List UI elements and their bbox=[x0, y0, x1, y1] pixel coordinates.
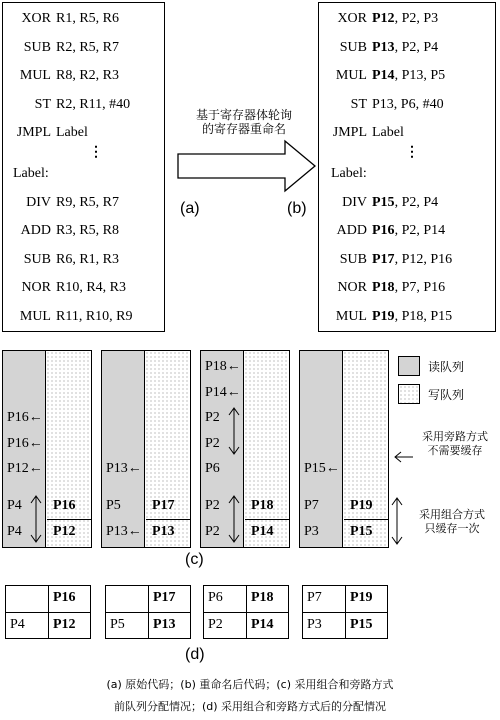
write-entry: P14 bbox=[251, 617, 274, 632]
queue-c-2 bbox=[101, 350, 191, 548]
combine-arrow-icon bbox=[30, 494, 42, 544]
read-entry: P2 bbox=[205, 498, 220, 513]
queue-d-3 bbox=[203, 585, 289, 639]
note-combine bbox=[404, 508, 500, 536]
queue-d-4 bbox=[302, 585, 388, 639]
arrow-label bbox=[170, 108, 318, 136]
rename-arrow-icon bbox=[175, 138, 320, 194]
write-queue bbox=[45, 351, 91, 547]
write-entry: P12 bbox=[53, 524, 76, 539]
read-entry: P3 bbox=[304, 524, 319, 539]
write-entry: P18 bbox=[251, 590, 274, 605]
label-c: (c) bbox=[185, 551, 204, 568]
write-entry: P18 bbox=[251, 498, 274, 513]
write-entry: P15 bbox=[350, 617, 373, 632]
note-combine-line-1: 采用组合方式 bbox=[419, 508, 485, 521]
combine-arrow-icon bbox=[228, 406, 240, 456]
read-entry: P6 bbox=[208, 590, 223, 605]
read-entry: P18← bbox=[205, 359, 241, 374]
write-entry: P13 bbox=[152, 524, 175, 539]
read-entry: P12← bbox=[7, 461, 43, 476]
arrow-label-line-2: 的寄存器重命名 bbox=[201, 122, 286, 136]
label-a: (a) bbox=[180, 200, 200, 217]
read-entry: P14← bbox=[205, 385, 241, 400]
read-entry: P16← bbox=[7, 410, 43, 425]
legend-write-swatch bbox=[398, 384, 420, 404]
label-line: Label: bbox=[13, 166, 49, 181]
read-queue bbox=[102, 351, 146, 547]
read-entry: P4 bbox=[7, 524, 22, 539]
write-entry: P12 bbox=[53, 617, 76, 632]
write-entry: P19 bbox=[350, 498, 373, 513]
read-entry: P5 bbox=[110, 617, 125, 632]
read-entry: P7 bbox=[307, 590, 322, 605]
combine-arrow-icon bbox=[228, 494, 240, 544]
queue-d-1 bbox=[5, 585, 91, 639]
arrow-label-line-1: 基于寄存器体轮询 bbox=[195, 108, 292, 122]
divider bbox=[106, 612, 190, 613]
write-entry: P17 bbox=[153, 590, 176, 605]
note-bypass bbox=[410, 430, 500, 458]
read-entry: P5 bbox=[106, 498, 121, 513]
read-entry: P6 bbox=[205, 461, 220, 476]
read-entry: P2 bbox=[205, 410, 220, 425]
read-entry: P16← bbox=[7, 436, 43, 451]
divider bbox=[245, 519, 289, 520]
divider bbox=[6, 612, 90, 613]
write-entry: P15 bbox=[350, 524, 373, 539]
read-entry: P2 bbox=[208, 617, 223, 632]
divider bbox=[303, 612, 387, 613]
write-entry: P14 bbox=[251, 524, 274, 539]
write-entry: P17 bbox=[152, 498, 175, 513]
read-entry: P4 bbox=[10, 617, 25, 632]
divider bbox=[146, 519, 190, 520]
write-queue bbox=[342, 351, 388, 547]
legend-read-swatch bbox=[398, 356, 420, 376]
note-combine-line-2: 只缓存一次 bbox=[424, 522, 480, 535]
legend-write-label: 写队列 bbox=[428, 388, 465, 402]
read-entry: P13← bbox=[106, 461, 142, 476]
note-bypass-line-2: 不需要缓存 bbox=[427, 444, 483, 457]
write-entry: P16 bbox=[53, 590, 76, 605]
queue-c-1 bbox=[2, 350, 92, 548]
read-entry: P2 bbox=[205, 524, 220, 539]
read-entry: P3 bbox=[307, 617, 322, 632]
divider bbox=[47, 519, 91, 520]
read-entry: P4 bbox=[7, 498, 22, 513]
write-entry: P19 bbox=[350, 590, 373, 605]
ellipsis: ⋮ bbox=[405, 145, 419, 160]
ellipsis: ⋮ bbox=[89, 145, 103, 160]
caption-line-2: 前队列分配情况；(d) 采用组合和旁路方式后的分配情况 bbox=[113, 700, 387, 713]
divider bbox=[204, 612, 288, 613]
write-queue bbox=[144, 351, 190, 547]
read-entry: P2 bbox=[205, 436, 220, 451]
original-code-box: XOR R1, R5, R6 SUB R2, R5, R7 MUL R8, R2, R3 ST R2, R11, #40 JMPL Label ⋮ Label: DIV R9, R5, R7 ADD R3, R5, R8 SUB R6, R1, R3 NOR R10, R4, R3 MUL R11, R10, R9 bbox=[2, 2, 165, 332]
queue-c-3 bbox=[200, 350, 290, 548]
combine-arrow-icon bbox=[391, 496, 403, 546]
renamed-code-box: XOR P12, P2, P3 SUB P13, P2, P4 MUL P14, P13, P5 ST P13, P6, #40 JMPL Label ⋮ Label: DIV P15, P2, P4 ADD P16, P2, P14 SUB P17, P12, P16 NOR P18, P7, P16 MUL P19, P18, P15 bbox=[318, 2, 496, 332]
legend-read-label: 读队列 bbox=[428, 360, 465, 374]
label-b: (b) bbox=[287, 200, 307, 217]
caption-line-1: (a) 原始代码；(b) 重命名后代码；(c) 采用组合和旁路方式 bbox=[106, 678, 394, 691]
label-line: Label: bbox=[331, 166, 367, 181]
queue-d-2 bbox=[105, 585, 191, 639]
read-entry: P7 bbox=[304, 498, 319, 513]
note-bypass-line-1: 采用旁路方式 bbox=[422, 430, 488, 443]
write-queue bbox=[243, 351, 289, 547]
label-d: (d) bbox=[185, 646, 205, 663]
write-entry: P13 bbox=[153, 617, 176, 632]
read-entry: P13← bbox=[106, 524, 142, 539]
read-queue bbox=[300, 351, 344, 547]
read-entry: P15← bbox=[304, 461, 340, 476]
write-entry: P16 bbox=[53, 498, 76, 513]
divider bbox=[344, 519, 388, 520]
queue-c-4 bbox=[299, 350, 389, 548]
